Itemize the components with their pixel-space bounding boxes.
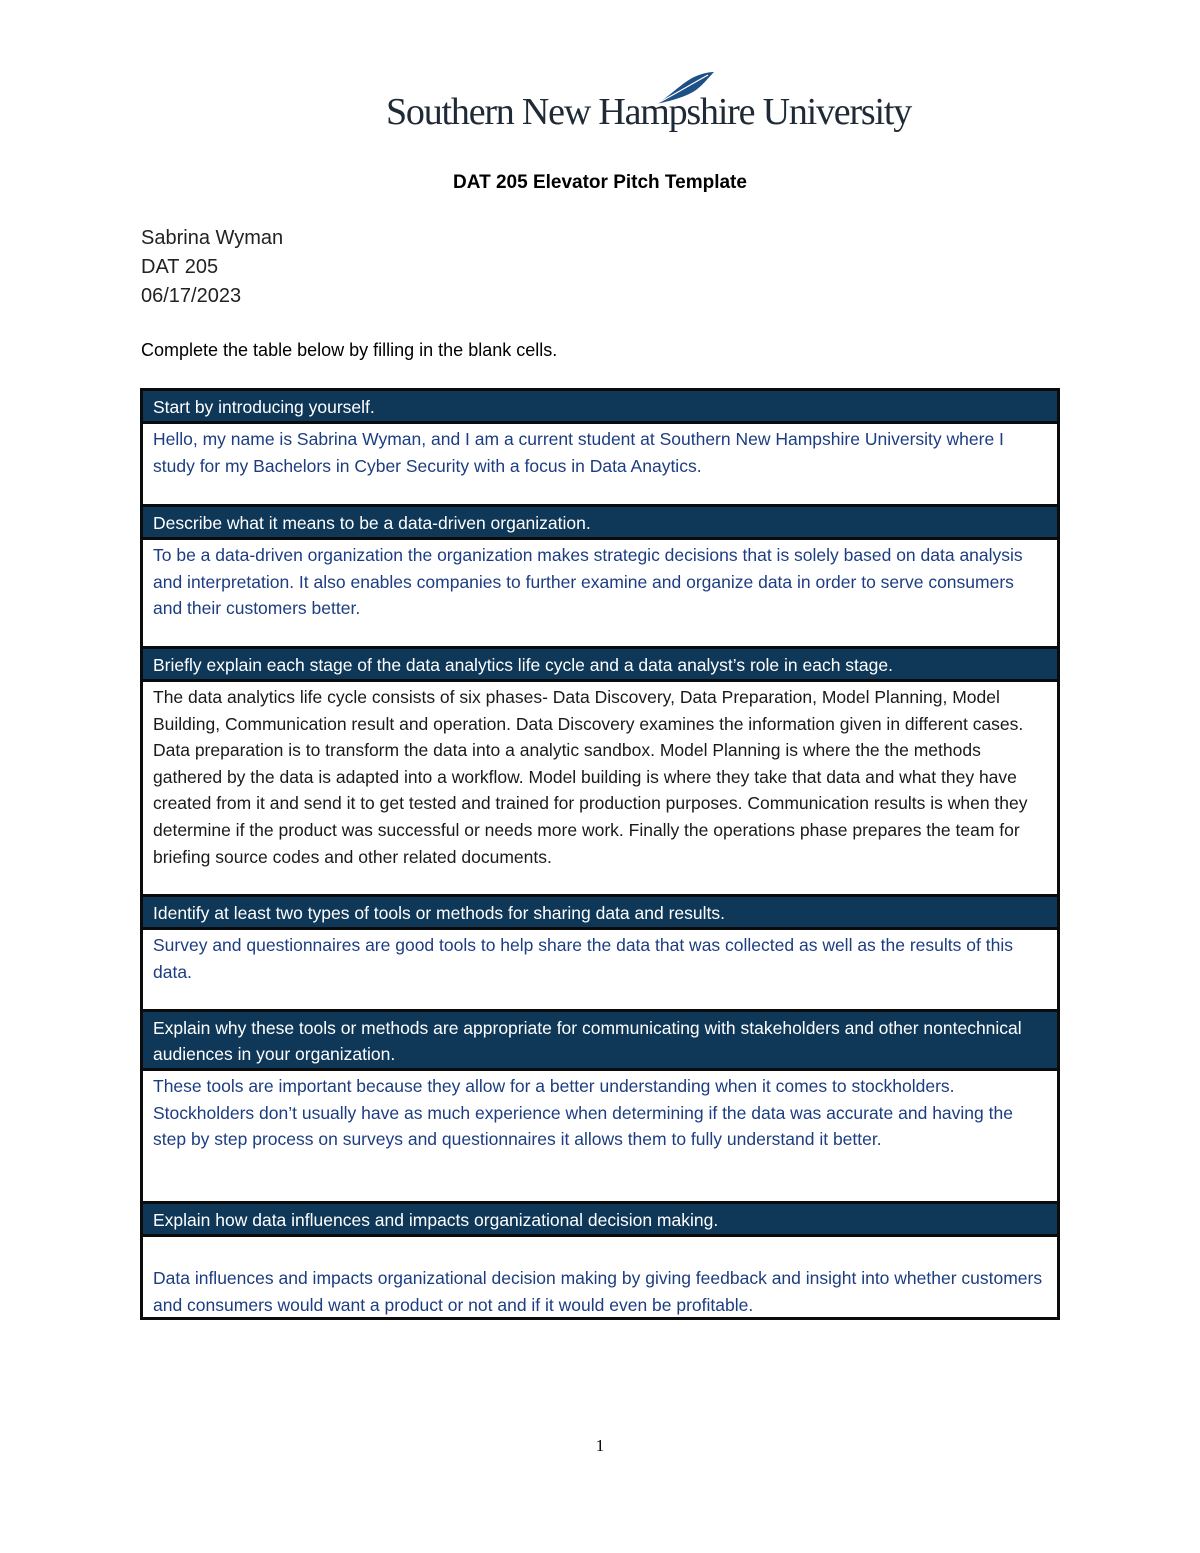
answer-cell: The data analytics life cycle consists of six phases- Data Discovery, Data Preparation, Model Planning, Model Building, Communication result and operation. Data Discovery examines the information given in different cases. Data preparation is to transform the data into a analytic sandbox. Model Planning is where the the methods gathered by the data is adapted into a workflow. Model building is where they take that data and what they have created from it and send it to get tested and trained for production purposes. Communication results is when they determine if the product was successful or needs more work. Finally the operations phase prepares the team for briefing source codes and other related documents. (143, 682, 1057, 897)
author-name: Sabrina Wyman (141, 227, 284, 249)
prompt-row: Identify at least two types of tools or methods for sharing data and results. (143, 897, 1057, 930)
page-number: 1 (595, 1436, 605, 1455)
answer-cell: To be a data-driven organization the organization makes strategic decisions that is solely based on data analysis and interpretation. It also enables companies to further examine and organize data in order to serve consumers and their customers better. (143, 540, 1057, 649)
answer-cell: Hello, my name is Sabrina Wyman, and I am a current student at Southern New Hampshire University where I study for my Bachelors in Cyber Security with a focus in Data Anaytics. (143, 424, 1057, 507)
course-code: DAT 205 (141, 256, 219, 278)
university-logo (386, 70, 912, 140)
logo-wordmark: Southern New Hampshire University (386, 91, 912, 133)
submission-date: 06/17/2023 (141, 285, 242, 307)
answer-cell: Survey and questionnaires are good tools to help share the data that was collected as well as the results of this data. (143, 930, 1057, 1012)
pitch-table (140, 388, 1060, 1320)
document-title: DAT 205 Elevator Pitch Template (453, 172, 747, 193)
prompt-row: Start by introducing yourself. (143, 391, 1057, 424)
prompt-row: Describe what it means to be a data-driven organization. (143, 507, 1057, 540)
prompt-row: Explain why these tools or methods are appropriate for communicating with stakeholders and other nontechnical audiences in your organization. (143, 1012, 1057, 1071)
prompt-row: Explain how data influences and impacts organizational decision making. (143, 1204, 1057, 1237)
prompt-row: Briefly explain each stage of the data analytics life cycle and a data analyst’s role in each stage. (143, 649, 1057, 682)
answer-cell: Data influences and impacts organizational decision making by giving feedback and insight into whether customers and consumers would want a product or not and if it would even be profitable. (143, 1237, 1057, 1317)
instructions-text: Complete the table below by filling in the blank cells. (141, 340, 558, 360)
author-block (141, 224, 283, 311)
answer-cell: These tools are important because they allow for a better understanding when it comes to stockholders. Stockholders don’t usually have as much experience when determining if the data was accurate and having the step by step process on surveys and questionnaires it allows them to fully understand it better. (143, 1071, 1057, 1204)
